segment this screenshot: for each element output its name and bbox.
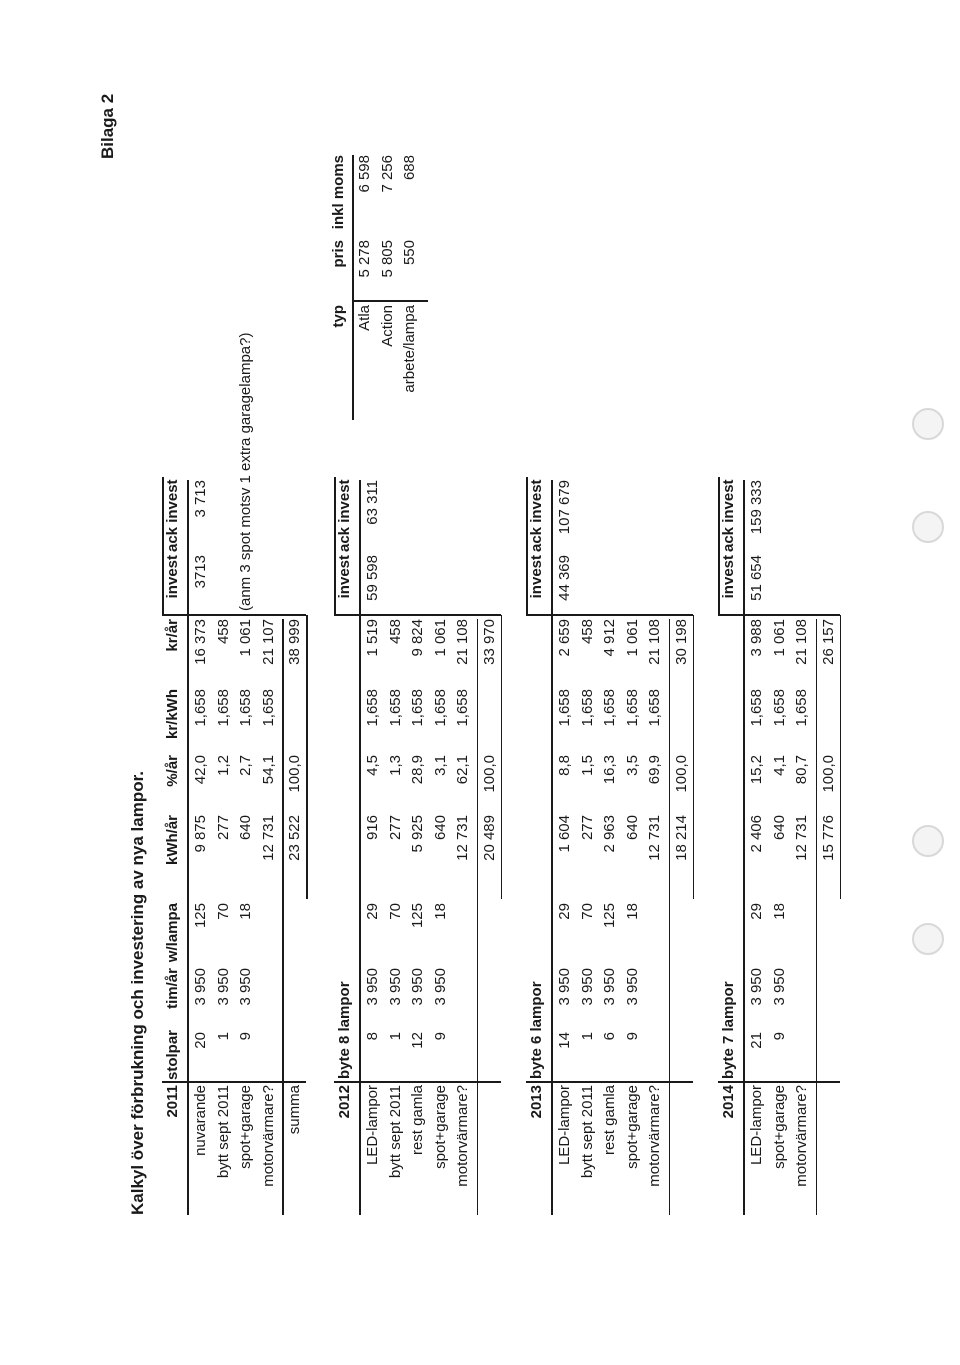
table-title: byte 8 lampor [336,981,353,1079]
row-pct: 54,1 [259,755,277,785]
row-krkwh: 1,658 [556,689,573,727]
attachment-label: Bilaga 2 [98,93,117,159]
row-label: spot+garage [431,1085,449,1169]
row-label: rest gamla [409,1085,426,1156]
row-label: motorvärmare? [454,1085,471,1187]
row-kwh: 5 925 [409,815,426,853]
ack-invest-value: 3 713 [192,480,209,518]
total-rule [693,615,695,899]
invest-value: 3713 [192,555,209,589]
total-kr: 33 970 [480,619,498,665]
row-kr: 4 912 [601,619,618,657]
price-row-cell: 5 278 [356,240,373,278]
row-kwh: 1 604 [556,815,573,853]
col-header-stolpar: stolpar [164,1029,181,1080]
body-rule [282,619,284,1215]
row-tim: 3 950 [237,968,254,1006]
row-stolpar: 9 [770,1032,788,1041]
row-krkwh: 1,658 [237,689,254,727]
invest-value: 51 654 [748,555,765,601]
row-label: spot+garage [623,1085,641,1169]
row-krkwh: 1,658 [601,689,618,727]
row-tim: 3 950 [556,968,573,1006]
row-pct: 2,7 [237,755,254,776]
row-stolpar: 1 [214,1032,232,1041]
row-kr: 3 988 [748,619,765,657]
ack-invest-value: 107 679 [556,480,573,535]
row-w: 70 [214,903,232,920]
invest-divider [334,477,336,616]
row-w: 18 [237,903,254,920]
table-title: byte 6 lampor [528,981,545,1079]
row-krkwh: 1,658 [214,689,232,727]
row-w: 18 [623,903,641,920]
col-header-ack: ack invest [528,479,545,552]
row-kwh: 640 [431,815,449,841]
header-rule [187,480,189,1215]
row-krkwh: 1,658 [192,689,209,727]
row-kwh: 277 [214,815,232,841]
row-kr: 21 107 [259,619,277,665]
row-stolpar: 9 [623,1032,641,1041]
row-w: 18 [770,903,788,920]
row-pct: 4,5 [364,755,381,776]
row-w: 70 [578,903,596,920]
total-kr: 30 198 [672,619,690,665]
row-kr: 21 108 [454,619,471,665]
row-stolpar: 9 [237,1032,254,1041]
row-kr: 1 061 [623,619,641,657]
row-pct: 62,1 [454,755,471,785]
row-tim: 3 950 [214,968,232,1006]
row-label: LED-lampor [556,1085,573,1166]
price-row-cell: 688 [401,155,418,181]
row-pct: 1,2 [214,755,232,776]
row-label: motorvärmare? [259,1085,277,1187]
row-label: bytt sept 2011 [578,1085,596,1179]
row-kwh: 2 963 [601,815,618,853]
header-rule [359,480,361,1215]
row-kr: 458 [214,619,232,645]
header-rule [551,480,553,1215]
row-pct: 28,9 [409,755,426,785]
row-w: 125 [601,903,618,929]
price-row-cell: arbete/lampa [401,305,418,393]
row-kr: 458 [578,619,596,645]
row-kr: 9 824 [409,619,426,657]
row-kwh: 12 731 [454,815,471,861]
row-label: motorvärmare? [793,1085,810,1187]
invest-value: 59 598 [364,555,381,601]
row-tim: 3 950 [431,968,449,1006]
row-pct: 69,9 [646,755,663,785]
row-kwh: 916 [364,815,381,841]
col-header-krkwh: kr/kWh [164,689,181,740]
total-kwh: 18 214 [672,815,690,861]
total-kwh: 15 776 [819,815,837,861]
row-kr: 2 659 [556,619,573,657]
col-header-tim: tim/år [164,968,181,1009]
row-pct: 3,1 [431,755,449,776]
row-stolpar: 12 [409,1032,426,1049]
kr-divider [162,615,306,617]
row-pct: 3,5 [623,755,641,776]
invest-divider [718,477,720,616]
row-krkwh: 1,658 [646,689,663,727]
col-header-invest: invest [336,555,353,599]
col-header-kr: kr/år [164,619,181,652]
row-kwh: 640 [623,815,641,841]
table-title: byte 7 lampor [720,981,737,1079]
total-rule [501,615,503,899]
row-label: bytt sept 2011 [214,1085,232,1179]
invest-value: 44 369 [556,555,573,601]
price-row-cell: 6 598 [356,155,373,193]
row-kr: 21 108 [793,619,810,665]
row-tim: 3 950 [601,968,618,1006]
row-krkwh: 1,658 [386,689,404,727]
price-divider [354,301,428,303]
total-pct: 100,0 [480,755,498,793]
col-header-invest: invest [528,555,545,599]
total-kr: 38 999 [286,619,303,665]
row-label: nuvarande [192,1085,209,1156]
row-stolpar: 1 [578,1032,596,1041]
punch-hole-3 [912,511,944,543]
row-kwh: 640 [770,815,788,841]
row-krkwh: 1,658 [793,689,810,727]
row-kwh: 9 875 [192,815,209,853]
row-pct: 80,7 [793,755,810,785]
col-header-w: w/lampa [164,903,181,963]
row-label: LED-lampor [748,1085,765,1166]
row-krkwh: 1,658 [770,689,788,727]
invest-divider [526,477,528,616]
label-divider [162,1082,306,1084]
row-pct: 8,8 [556,755,573,776]
row-tim: 3 950 [623,968,641,1006]
total-pct: 100,0 [819,755,837,793]
price-row-cell: 550 [401,240,418,266]
row-kr: 16 373 [192,619,209,665]
row-pct: 16,3 [601,755,618,785]
total-pct: 100,0 [286,755,303,793]
invest-divider [162,477,164,616]
year-cell: 2012 [336,1085,353,1119]
price-header-rule [352,155,354,420]
row-kwh: 2 406 [748,815,765,853]
body-rule [669,619,671,1215]
row-tim: 3 950 [192,968,209,1006]
punch-hole-4 [912,408,944,440]
row-kwh: 12 731 [646,815,663,861]
row-stolpar: 21 [748,1032,765,1049]
row-label: motorvärmare? [646,1085,663,1187]
price-row-cell: Action [378,305,396,347]
row-w: 29 [364,903,381,920]
row-kr: 1 061 [237,619,254,657]
year-cell: 2014 [720,1085,737,1119]
row-w: 29 [556,903,573,920]
note-text: (anm 3 spot motsv 1 extra garagelampa?) [237,332,254,611]
row-kwh: 640 [237,815,254,841]
kr-divider [334,615,501,617]
row-label: bytt sept 2011 [386,1085,404,1179]
row-kwh: 12 731 [793,815,810,861]
row-pct: 4,1 [770,755,788,776]
kr-divider [526,615,693,617]
row-tim: 3 950 [748,968,765,1006]
header-rule [743,480,745,1215]
price-row-cell: 5 805 [378,240,396,278]
row-stolpar: 1 [386,1032,404,1041]
row-krkwh: 1,658 [623,689,641,727]
row-krkwh: 1,658 [748,689,765,727]
col-header-pct: %/år [164,755,181,787]
ack-invest-value: 159 333 [748,480,765,535]
year-cell: 2013 [528,1085,545,1119]
row-w: 70 [386,903,404,920]
row-kr: 1 061 [770,619,788,657]
row-label: rest gamla [601,1085,618,1156]
row-krkwh: 1,658 [364,689,381,727]
ack-invest-value: 63 311 [364,480,381,525]
price-row-cell: Atla [356,305,373,331]
year-cell: 2011 [164,1085,181,1118]
row-kr: 1 519 [364,619,381,657]
row-w: 125 [409,903,426,929]
label-divider [718,1082,840,1084]
row-krkwh: 1,658 [431,689,449,727]
row-w: 29 [748,903,765,920]
price-header: pris [330,240,347,268]
row-stolpar: 6 [601,1032,618,1041]
col-header-ack: ack invest [164,479,181,552]
punch-hole-2 [912,825,944,857]
col-header-invest: invest [720,555,737,599]
body-rule [477,619,479,1215]
total-kr: 26 157 [819,619,837,665]
row-pct: 1,5 [578,755,596,776]
row-label: LED-lampor [364,1085,381,1166]
row-pct: 15,2 [748,755,765,785]
row-label: spot+garage [237,1085,254,1169]
row-tim: 3 950 [578,968,596,1006]
row-stolpar: 8 [364,1032,381,1041]
total-rule [306,615,308,899]
row-kr: 21 108 [646,619,663,665]
row-krkwh: 1,658 [259,689,277,727]
col-header-ack: ack invest [336,479,353,552]
body-rule [816,619,818,1215]
row-tim: 3 950 [770,968,788,1006]
price-row-cell: 7 256 [378,155,396,193]
row-label: spot+garage [770,1085,788,1169]
kr-divider [718,615,840,617]
total-kwh: 20 489 [480,815,498,861]
col-header-kwh: kWh/år [164,815,181,866]
row-krkwh: 1,658 [578,689,596,727]
row-kwh: 277 [386,815,404,841]
row-pct: 42,0 [192,755,209,785]
document-title: Kalkyl över förbrukning och investering av nya lampor. [128,770,147,1215]
total-rule [840,615,842,899]
price-header: inkl moms [330,155,347,230]
punch-hole-1 [912,923,944,955]
row-tim: 3 950 [409,968,426,1006]
row-krkwh: 1,658 [454,689,471,727]
row-krkwh: 1,658 [409,689,426,727]
row-stolpar: 9 [431,1032,449,1041]
row-w: 18 [431,903,449,920]
col-header-invest: invest [164,555,181,599]
row-tim: 3 950 [364,968,381,1006]
price-header: typ [330,305,347,328]
row-w: 125 [192,903,209,929]
summa-label: summa [286,1085,303,1135]
row-stolpar: 14 [556,1032,573,1049]
total-pct: 100,0 [672,755,690,793]
total-kwh: 23 522 [286,815,303,861]
row-kr: 458 [386,619,404,645]
row-tim: 3 950 [386,968,404,1006]
row-kwh: 12 731 [259,815,277,861]
row-kr: 1 061 [431,619,449,657]
col-header-ack: ack invest [720,479,737,552]
row-pct: 1,3 [386,755,404,776]
row-kwh: 277 [578,815,596,841]
row-stolpar: 20 [192,1032,209,1049]
